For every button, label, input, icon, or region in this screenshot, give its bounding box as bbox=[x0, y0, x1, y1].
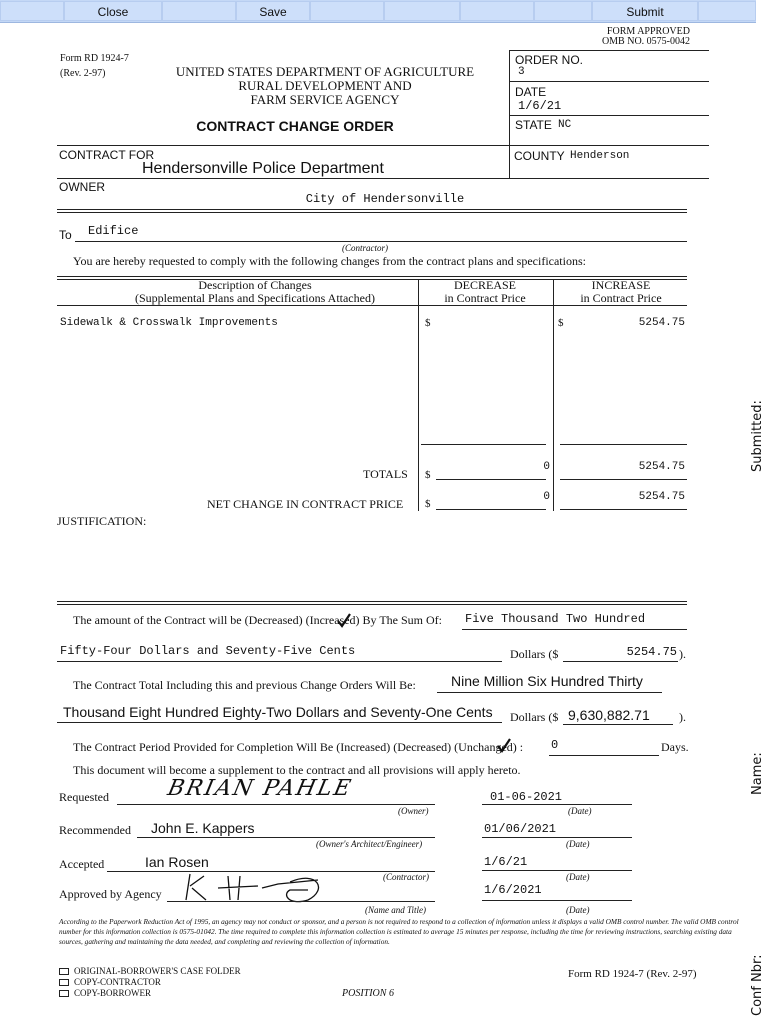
omb-number: OMB NO. 0575-0042 bbox=[601, 36, 690, 47]
save-button[interactable]: Save bbox=[236, 1, 310, 21]
contract-period-text: The Contract Period Provided for Completion Will Be (Increased) (Decreased) (Unchanged) : bbox=[73, 740, 524, 754]
form-revision: (Rev. 2-97) bbox=[60, 68, 106, 79]
description-header bbox=[100, 279, 410, 305]
owner-label: OWNER bbox=[59, 180, 105, 194]
state-label: STATE bbox=[515, 118, 552, 132]
close-button[interactable]: Close bbox=[64, 1, 162, 21]
totals-decrease-field[interactable]: 0 bbox=[543, 461, 550, 473]
approved-label: Approved by Agency bbox=[59, 887, 162, 901]
date-label: DATE bbox=[515, 85, 547, 99]
supplement-text: This document will become a supplement to the contract and all provisions will apply hereto. bbox=[73, 763, 521, 777]
case-folder-checkbox[interactable] bbox=[59, 968, 69, 975]
date-caption: (Date) bbox=[566, 839, 590, 849]
accepted-name-field[interactable]: Ian Rosen bbox=[145, 854, 209, 870]
copy-case-folder-label: ORIGINAL-BORROWER'S CASE FOLDER bbox=[74, 966, 241, 976]
total-close-paren: ). bbox=[679, 710, 686, 724]
date-caption: (Date) bbox=[568, 806, 592, 816]
contractor-caption: (Contractor) bbox=[342, 243, 388, 253]
recommended-name-field[interactable]: John E. Kappers bbox=[151, 820, 255, 836]
net-change-label: NET CHANGE IN CONTRACT PRICE bbox=[207, 497, 404, 511]
contract-total-text: The Contract Total Including this and previous Change Orders Will Be: bbox=[73, 678, 416, 692]
document-title: CONTRACT CHANGE ORDER bbox=[196, 118, 394, 134]
name-title-caption: (Name and Title) bbox=[365, 905, 426, 915]
decrease-header bbox=[420, 279, 550, 305]
agency-line-2: RURAL DEVELOPMENT AND bbox=[238, 78, 412, 93]
increase-header-line-2: in Contract Price bbox=[580, 291, 662, 305]
increase-header bbox=[555, 279, 687, 305]
total-value-field[interactable]: 9,630,882.71 bbox=[568, 707, 650, 723]
agency-line-1: UNITED STATES DEPARTMENT OF AGRICULTURE bbox=[175, 64, 475, 79]
county-field[interactable]: Henderson bbox=[570, 150, 630, 162]
contract-for-label: CONTRACT FOR bbox=[59, 148, 155, 162]
contract-for-field[interactable]: Hendersonville Police Department bbox=[142, 160, 384, 177]
paperwork-notice: According to the Paperwork Reduction Act of 1995, an agency may not conduct or sponsor, and a person is not required to respond to a collection of information unless it displays a valid OMB control number. The valid OMB control number for this information collection is 0575-01042. The time required to complete this information collection is estimated to average 15 minutes per response, including the time for reviewing instructions, searching existing data sources, gathering and maintaining the data needed, and completing and reviewing the collection of information. bbox=[59, 917, 739, 946]
totals-decrease-dollar: $ bbox=[425, 469, 431, 481]
accepted-date-field[interactable]: 1/6/21 bbox=[484, 855, 528, 869]
toolbar-spacer bbox=[0, 1, 64, 21]
toolbar-spacer bbox=[534, 1, 592, 21]
decrease-header-line-1: DECREASE bbox=[453, 278, 516, 292]
toolbar-spacer bbox=[384, 1, 460, 21]
name-label: Name: bbox=[750, 752, 765, 795]
submit-button[interactable]: Submit bbox=[592, 1, 698, 21]
days-label: Days. bbox=[661, 740, 689, 754]
position-label: POSITION 6 bbox=[342, 988, 394, 999]
submitted-label: Submitted: bbox=[750, 400, 765, 472]
contractor-field[interactable]: Edifice bbox=[88, 224, 139, 238]
sum-close-paren: ). bbox=[679, 647, 686, 661]
toolbar-spacer bbox=[310, 1, 384, 21]
toolbar-spacer bbox=[698, 1, 756, 21]
form-number: Form RD 1924-7 bbox=[60, 53, 129, 64]
form-revision-footer: Form RD 1924-7 (Rev. 2-97) bbox=[568, 968, 697, 980]
accepted-label: Accepted bbox=[59, 857, 105, 871]
sum-words-field-1[interactable]: Five Thousand Two Hundred bbox=[465, 612, 646, 626]
state-field[interactable]: NC bbox=[558, 119, 572, 131]
request-text: You are hereby requested to comply with the following changes from the contract plans and specifications: bbox=[73, 254, 586, 268]
sum-words-field-2[interactable]: Fifty-Four Dollars and Seventy-Five Cents bbox=[60, 644, 356, 658]
sum-value-field[interactable]: 5254.75 bbox=[626, 645, 677, 659]
change-description-field[interactable]: Sidewalk & Crosswalk Improvements bbox=[60, 317, 278, 329]
period-days-field[interactable]: 0 bbox=[551, 738, 559, 752]
sum-text: The amount of the Contract will be (Decreased) (Increased) By The Sum Of: bbox=[73, 613, 442, 627]
agency-line-3: FARM SERVICE AGENCY bbox=[250, 92, 400, 107]
totals-increase-field[interactable]: 5254.75 bbox=[638, 461, 685, 473]
checkmark-icon bbox=[496, 737, 512, 753]
total-words-field-1[interactable]: Nine Million Six Hundred Thirty bbox=[451, 673, 643, 689]
net-increase-field[interactable]: 5254.75 bbox=[638, 491, 685, 503]
net-decrease-field[interactable]: 0 bbox=[543, 491, 550, 503]
total-dollars-label: Dollars ($ bbox=[510, 710, 559, 724]
borrower-copy-checkbox[interactable] bbox=[59, 990, 69, 997]
order-no-field[interactable]: 3 bbox=[518, 66, 525, 78]
engineer-caption: (Owner's Architect/Engineer) bbox=[316, 839, 423, 849]
total-words-field-2[interactable]: Thousand Eight Hundred Eighty-Two Dollars and Seventy-One Cents bbox=[63, 704, 493, 720]
copy-contractor-label: COPY-CONTRACTOR bbox=[74, 977, 161, 987]
toolbar-spacer bbox=[460, 1, 534, 21]
decrease-dollar-sign: $ bbox=[425, 317, 431, 329]
recommended-label: Recommended bbox=[59, 823, 131, 837]
justification-label: JUSTIFICATION: bbox=[57, 514, 147, 528]
contractor-sign-caption: (Contractor) bbox=[383, 872, 429, 882]
approved-date-field[interactable]: 1/6/2021 bbox=[484, 883, 542, 897]
copy-borrower-label: COPY-BORROWER bbox=[74, 988, 152, 998]
checkmark-icon bbox=[336, 612, 352, 628]
description-header-line-1: Description of Changes bbox=[198, 278, 312, 292]
change-increase-field[interactable]: 5254.75 bbox=[638, 317, 685, 329]
totals-label: TOTALS bbox=[363, 467, 408, 481]
agency-name bbox=[140, 65, 510, 107]
order-no-label: ORDER NO. bbox=[515, 53, 584, 67]
conf-number-label: Conf Nbr: bbox=[750, 954, 765, 1016]
date-caption: (Date) bbox=[566, 905, 590, 915]
to-label: To bbox=[59, 228, 72, 242]
recommended-date-field[interactable]: 01/06/2021 bbox=[484, 822, 557, 836]
increase-dollar-sign: $ bbox=[558, 317, 564, 329]
county-label: COUNTY bbox=[514, 149, 565, 163]
owner-field[interactable]: City of Hendersonville bbox=[305, 192, 465, 206]
date-field[interactable]: 1/6/21 bbox=[518, 99, 562, 113]
owner-caption: (Owner) bbox=[398, 806, 429, 816]
net-decrease-dollar: $ bbox=[425, 498, 431, 510]
toolbar bbox=[0, 0, 756, 23]
toolbar-spacer bbox=[162, 1, 236, 21]
increase-header-line-1: INCREASE bbox=[591, 278, 651, 292]
contractor-copy-checkbox[interactable] bbox=[59, 979, 69, 986]
requested-signature[interactable]: BRIAN PAHLE bbox=[165, 776, 355, 801]
form-approved bbox=[560, 27, 690, 47]
sum-dollars-label: Dollars ($ bbox=[510, 647, 559, 661]
decrease-header-line-2: in Contract Price bbox=[444, 291, 526, 305]
requested-date-field[interactable]: 01-06-2021 bbox=[490, 790, 563, 804]
form-approved-label: FORM APPROVED bbox=[606, 26, 690, 37]
date-caption: (Date) bbox=[566, 872, 590, 882]
description-header-line-2: (Supplemental Plans and Specifications Attached) bbox=[135, 291, 375, 305]
requested-label: Requested bbox=[59, 790, 109, 804]
